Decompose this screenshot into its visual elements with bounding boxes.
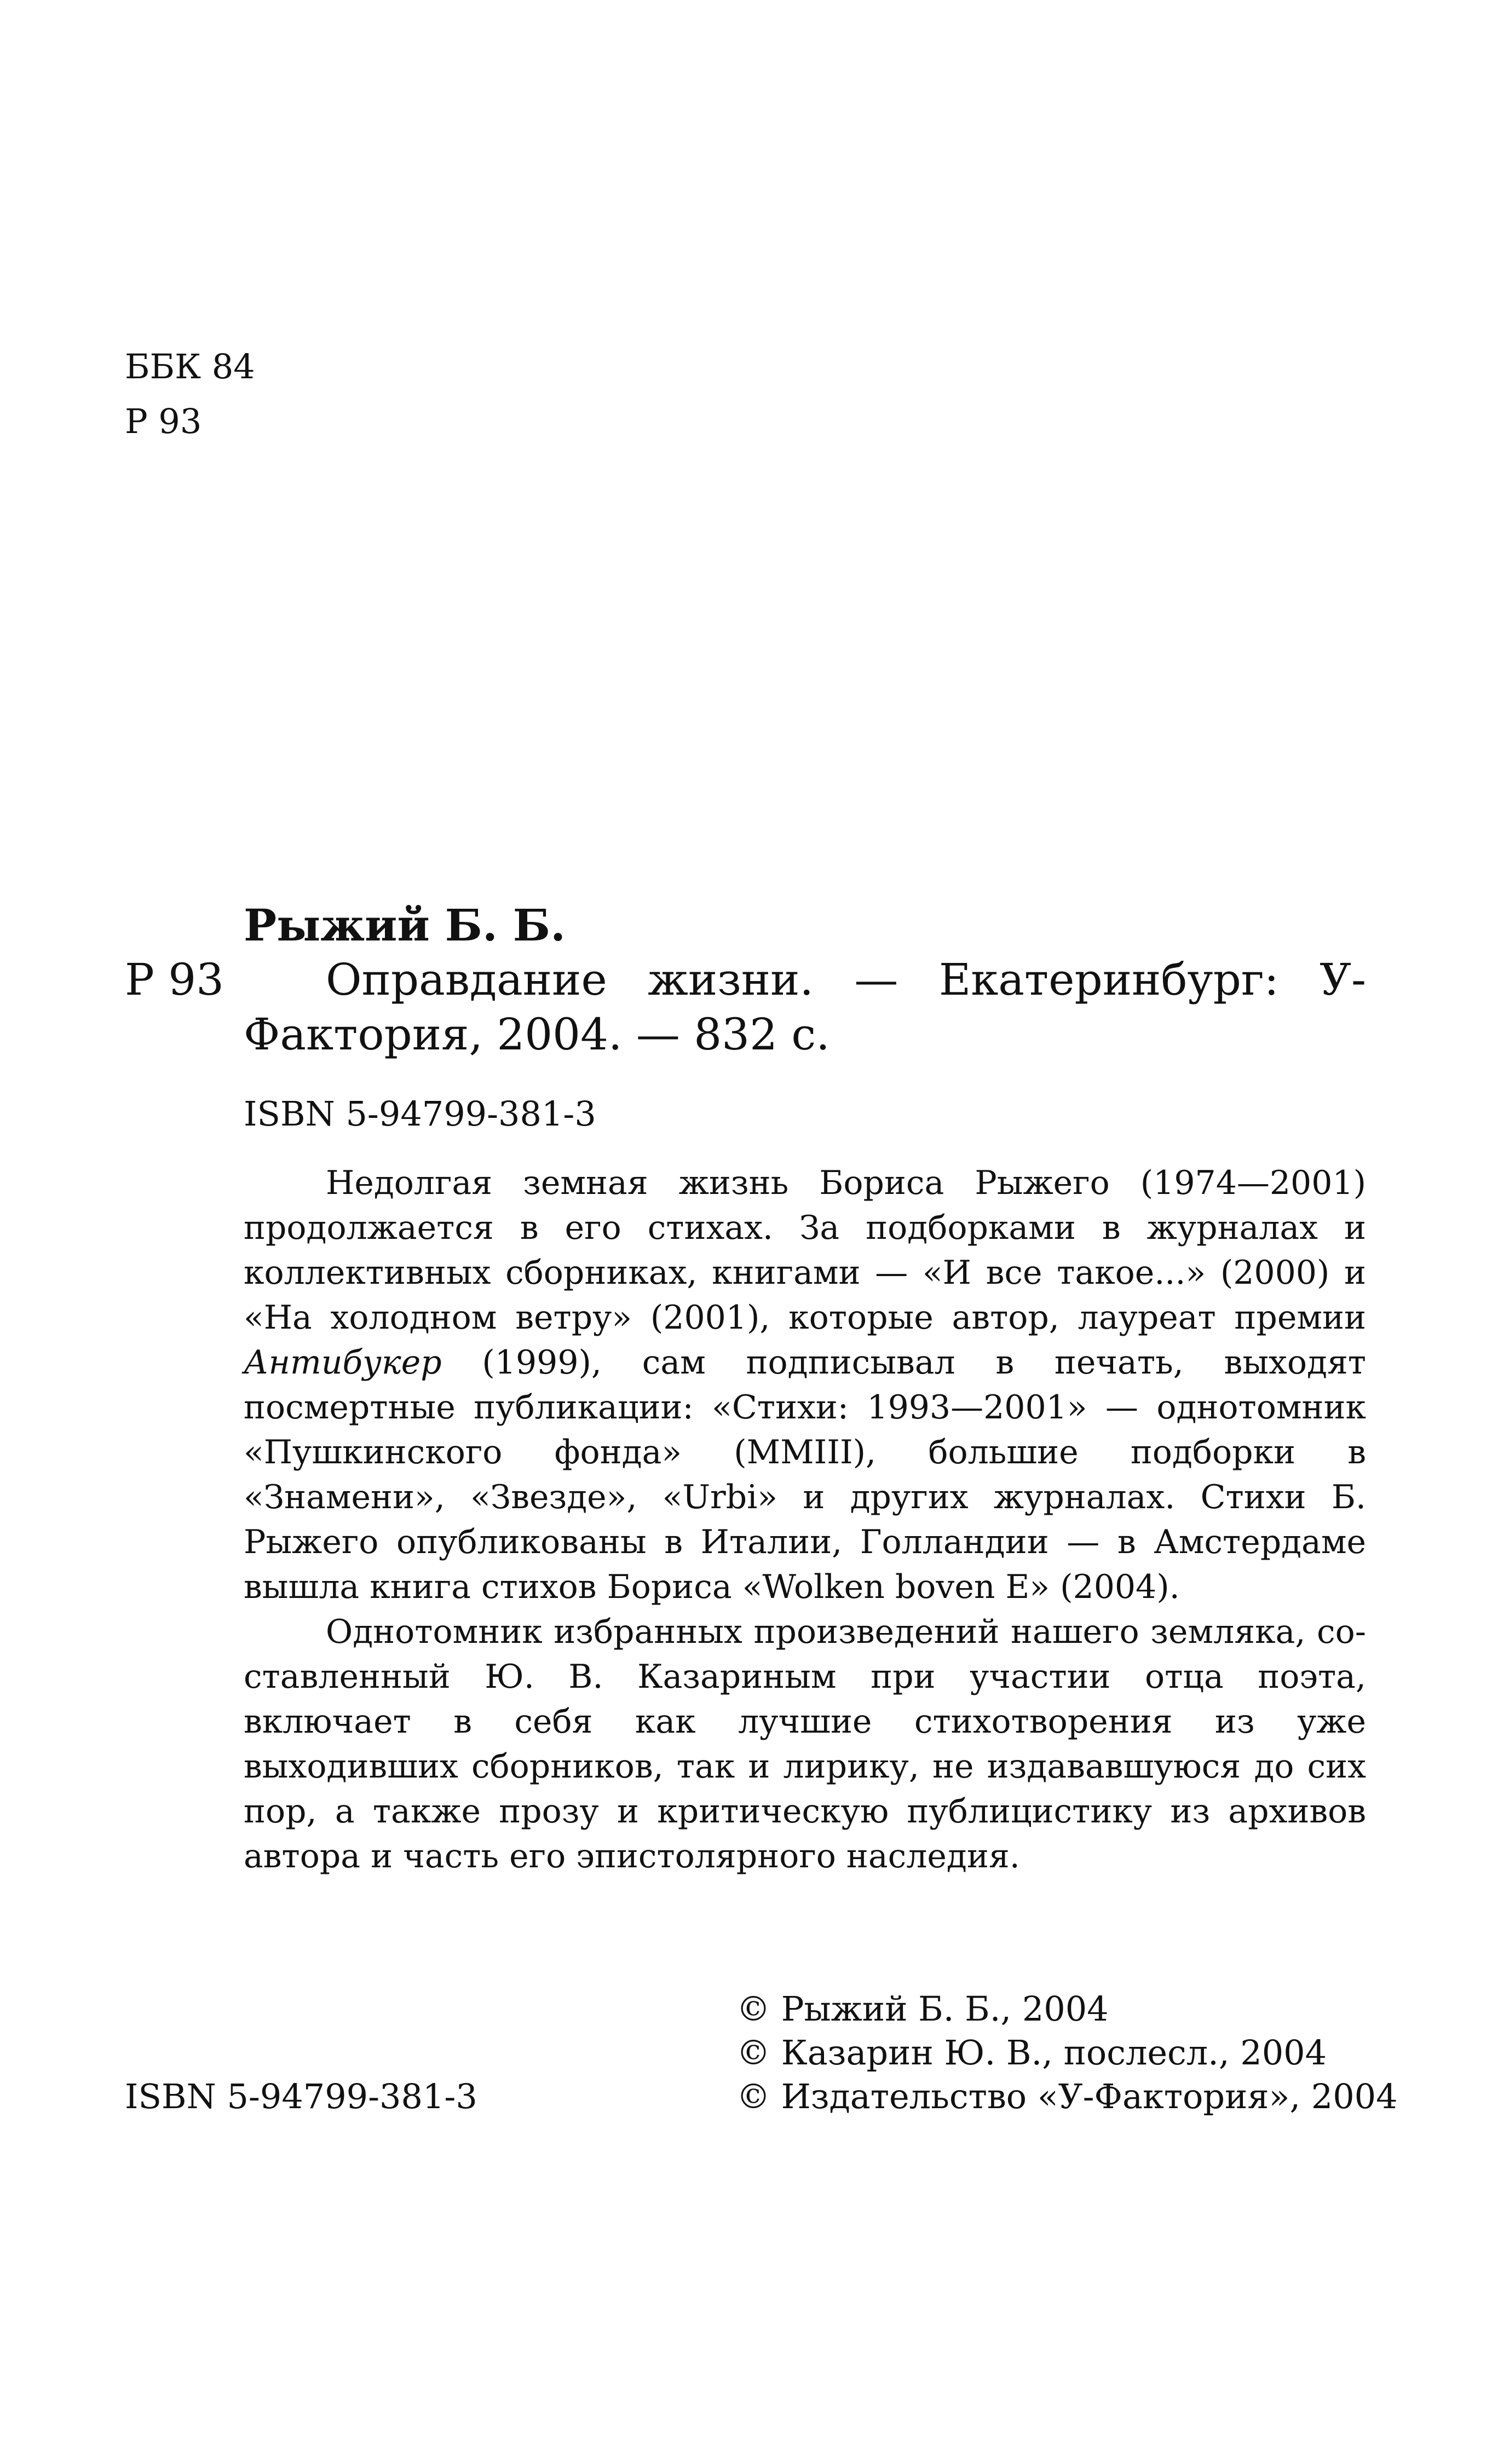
bbk-block	[125, 339, 255, 449]
bbk-code: ББК 84	[125, 347, 255, 386]
annotation-paragraph-2: Однотомник избранных произведений нашего земляка, составленный Ю. В. Казариным при участии отца поэта, включает в себя как лучшие стихотворения из уже выходивших сборников, так и лирику, не издававшуюся до сих пор, а также прозу и критическую публицистику из архивов автора и часть его эпистолярного наследия.	[244, 1613, 1366, 1876]
catalog-card	[244, 898, 1366, 1879]
copyright-line: © Казарин Ю. В., послесл., 2004	[736, 2033, 1327, 2073]
card-isbn: ISBN 5-94799-381-3	[244, 1094, 596, 1134]
annotation-text-1b: (1999), сам подписывал в печать, выходят посмертные публикации: «Стихи: 1993—2001» — однотомник «Пушкинского фонда» (MMIII), большие подборки в «Знамени», «Звезде», «Urbi» и других журналах. Стихи Б. Рыжего опубликованы в Италии, Голландии — в Амстердаме вышла книга стихов Бориса «Wolken boven E» (2004).	[244, 1343, 1366, 1606]
card-author-mark: Р 93	[125, 954, 224, 1005]
annotation-text-1a: Недолгая земная жизнь Бориса Рыжего (1974—2001) продолжается в его стихах. За подборками в журналах и коллективных сборниках, книгами — «И все такое...» (2000) и «На холодном ветру» (2001), которые автор, лауреат премии	[244, 1164, 1366, 1337]
prize-name: Антибукер	[244, 1343, 442, 1382]
footer-isbn: ISBN 5-94799-381-3	[125, 2076, 477, 2116]
copyright-block	[736, 1987, 1398, 2119]
bibliographic-entry: Оправдание жизни. — Екатеринбург: У-Фактория, 2004. — 832 с.	[244, 954, 1366, 1060]
annotation	[244, 1161, 1366, 1879]
copyright-line: © Рыжий Б. Б., 2004	[736, 1989, 1109, 2029]
annotation-paragraph-1	[244, 1161, 1366, 1609]
bbk-author-mark: Р 93	[125, 401, 202, 441]
copyright-line: © Издательство «У-Фактория», 2004	[736, 2076, 1398, 2116]
author-name: Рыжий Б. Б.	[244, 899, 566, 951]
